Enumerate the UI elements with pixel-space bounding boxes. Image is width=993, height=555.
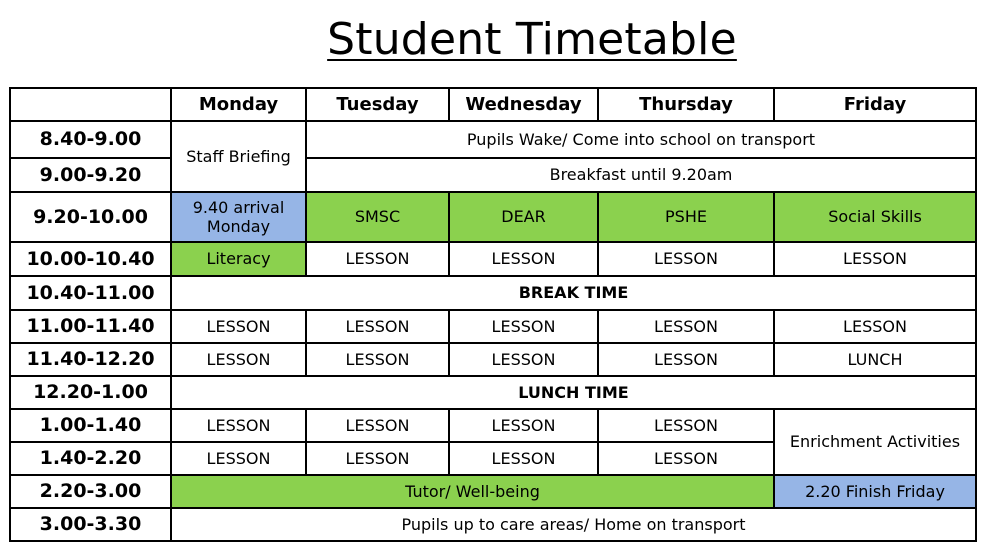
tutor-cell: Tutor/ Well-being: [171, 475, 774, 508]
lesson-cell: LESSON: [598, 409, 774, 442]
table-row: [10, 376, 976, 409]
time-slot: 9.00-9.20: [10, 158, 171, 192]
literacy-cell: Literacy: [171, 242, 306, 276]
time-slot: 12.20-1.00: [10, 376, 171, 409]
time-slot: 1.00-1.40: [10, 409, 171, 442]
lesson-cell: LESSON: [449, 242, 598, 276]
header-corner: [10, 88, 171, 121]
lesson-cell: LESSON: [306, 242, 449, 276]
page-title: Student Timetable: [327, 14, 737, 65]
time-slot: 10.00-10.40: [10, 242, 171, 276]
break-time-cell: BREAK TIME: [171, 276, 976, 310]
table-row: [10, 158, 976, 192]
finish-friday-cell: 2.20 Finish Friday: [774, 475, 976, 508]
header-row: [10, 88, 976, 121]
table-row: [10, 310, 976, 343]
lesson-cell: LESSON: [774, 242, 976, 276]
lesson-cell: LESSON: [171, 310, 306, 343]
staff-briefing-cell: Staff Briefing: [171, 121, 306, 192]
timetable: [9, 87, 977, 542]
table-row: [10, 276, 976, 310]
time-slot: 8.40-9.00: [10, 121, 171, 158]
pupils-wake-cell: Pupils Wake/ Come into school on transport: [306, 121, 976, 158]
social-skills-cell: Social Skills: [774, 192, 976, 242]
table-row: [10, 508, 976, 541]
table-row: [10, 409, 976, 442]
lesson-cell: LESSON: [171, 343, 306, 376]
header-friday: Friday: [774, 88, 976, 121]
time-slot: 11.40-12.20: [10, 343, 171, 376]
lunch-cell: LUNCH: [774, 343, 976, 376]
time-slot: 3.00-3.30: [10, 508, 171, 541]
lesson-cell: LESSON: [449, 442, 598, 475]
table-row: [10, 475, 976, 508]
time-slot: 1.40-2.20: [10, 442, 171, 475]
lunch-time-cell: LUNCH TIME: [171, 376, 976, 409]
header-monday: Monday: [171, 88, 306, 121]
table-row: [10, 242, 976, 276]
time-slot: 9.20-10.00: [10, 192, 171, 242]
lesson-cell: LESSON: [598, 442, 774, 475]
lesson-cell: LESSON: [774, 310, 976, 343]
lesson-cell: LESSON: [306, 343, 449, 376]
lesson-cell: LESSON: [171, 442, 306, 475]
lesson-cell: LESSON: [598, 242, 774, 276]
lesson-cell: LESSON: [306, 442, 449, 475]
time-slot: 2.20-3.00: [10, 475, 171, 508]
table-row: [10, 192, 976, 242]
table-row: [10, 121, 976, 158]
lesson-cell: LESSON: [449, 409, 598, 442]
dear-cell: DEAR: [449, 192, 598, 242]
header-thursday: Thursday: [598, 88, 774, 121]
time-slot: 11.00-11.40: [10, 310, 171, 343]
lesson-cell: LESSON: [598, 343, 774, 376]
lesson-cell: LESSON: [306, 310, 449, 343]
time-slot: 10.40-11.00: [10, 276, 171, 310]
lesson-cell: LESSON: [306, 409, 449, 442]
smsc-cell: SMSC: [306, 192, 449, 242]
lesson-cell: LESSON: [598, 310, 774, 343]
breakfast-cell: Breakfast until 9.20am: [306, 158, 976, 192]
lesson-cell: LESSON: [171, 409, 306, 442]
home-transport-cell: Pupils up to care areas/ Home on transport: [171, 508, 976, 541]
pshe-cell: PSHE: [598, 192, 774, 242]
enrichment-cell: Enrichment Activities: [774, 409, 976, 475]
lesson-cell: LESSON: [449, 310, 598, 343]
lesson-cell: LESSON: [449, 343, 598, 376]
header-wednesday: Wednesday: [449, 88, 598, 121]
monday-arrival-cell: 9.40 arrival Monday: [171, 192, 306, 242]
table-row: [10, 343, 976, 376]
header-tuesday: Tuesday: [306, 88, 449, 121]
